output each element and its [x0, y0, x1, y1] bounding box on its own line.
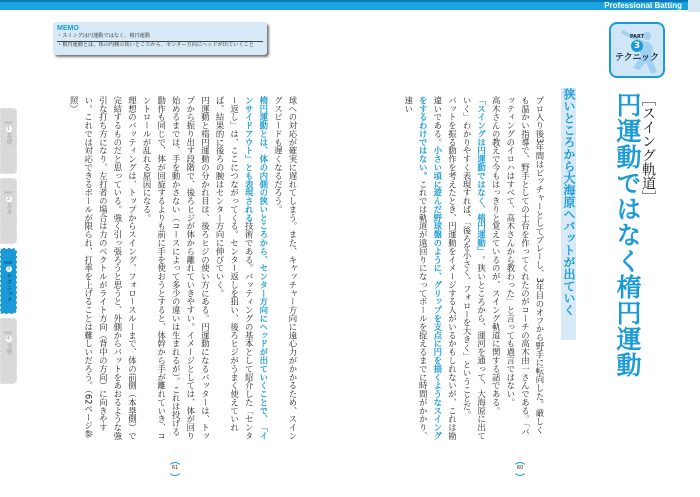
tab-part-number: 2	[6, 196, 11, 202]
header-corner	[688, 0, 700, 12]
tab-part-name: テクニック	[5, 273, 12, 303]
paragraph: 球への対応が確実に遅れてしまう。また、キャッチャー方向に遠心力がかかるため、スイングスピードも遅くなるだろう。	[273, 96, 298, 440]
highlight-text: 「スイングは円運動ではなく、楕円運動」	[476, 96, 487, 256]
header-bar	[0, 0, 700, 10]
page-number-left: 61	[168, 462, 182, 476]
page-number-right: 60	[513, 462, 527, 476]
page-title: 円運動ではなく楕円運動	[613, 92, 642, 378]
part-tabs	[0, 108, 17, 388]
tab-part-label: PART	[4, 191, 13, 195]
badge-part-number: 3	[631, 40, 643, 52]
subheading: 狭いところから大海原へバットが出ていく	[561, 88, 576, 340]
tab-part-2[interactable]	[0, 178, 17, 244]
body-text-left	[54, 96, 300, 441]
tab-part-number: 1	[6, 126, 11, 132]
paragraph: 技術である。バッティングの基本として紹介した「センター返し」は、ここにつながってくる。センター返しを狙い、後ろヒジがうまく使えていれば、結果的に後ろの腕はセンター方向に伸びていく。	[215, 96, 255, 440]
tab-part-1[interactable]	[0, 108, 17, 174]
memo-line-2: ・楕円運動とは、体の内側の狭いところから、センター方向にヘッドが出ていくこと	[57, 41, 254, 48]
tab-part-label: PART	[4, 331, 13, 335]
memo-line-1: ・スイングは円運動ではなく、楕円運動	[57, 33, 263, 42]
section-category: ［スイング軌道］	[640, 92, 656, 204]
paragraph: 円運動と楕円運動の分かれ目は、後ろヒジの使い方にある。円運動になるバッターは、トップから振り出す段階で、後ろヒジが体から離れていきやすい。イメージとしては、体が回り始めるまでは、手を動かさない（コースによって多少の違いは生まれるが）。これは投げる動作も同じで、体が回旋するよりも前に手を使おうとすると、体幹から手が離れていき、コントロールが乱れる原因になる。	[142, 96, 211, 440]
tab-part-number: 4	[6, 336, 11, 342]
badge-part-label: PART	[629, 34, 645, 40]
paragraph: プロ入り後3年間はピッチャーとしてプレーし、3年目のオフから野手に転向した。厳しくも温かい指導で、野手としての土台を作ってくれたのがコーチの高木由一さんである。「バッティングのイロハはすべて、高木さんから教わった」と言っても過言ではない。	[505, 96, 545, 436]
body-text-right	[400, 96, 547, 441]
tab-part-name: 基本	[5, 203, 12, 215]
tab-part-label: PART	[4, 121, 13, 125]
tab-part-name: 基礎	[5, 133, 12, 145]
highlight-text: 小さい頃に遊んだ野球盤のように、グリップを支点に円を描くようなスイングをするわけではない。	[418, 96, 443, 440]
memo-title: MEMO	[57, 25, 79, 32]
paragraph: 理想のバッティングは、トップからスイング、フォロースルーまで、体の前側（本塁側）で完結するものだと思っている。強く引っ張ろうと思うと、外側からバットをあおるような強引な打ち方になり、左打者の場合は力のベクトルがライト方向（背中の方向）に向きやすい。これでは対応できるボールが限られ、打率を上げることは難しいだろう。（62ページ参照）	[69, 96, 138, 440]
brand-title: Professional Batting	[604, 1, 682, 10]
highlight-text: 楕円運動とは、体の内側の狭いところから、センター方向にヘッドが出ていくことで、「インサイドアウト」とも表現される	[244, 96, 269, 440]
tab-part-3[interactable]	[0, 248, 17, 314]
paragraph: これでは軌道が遠回りになってボールを捉えるまでに時間がかかり、速い	[403, 96, 429, 440]
part-badge	[609, 22, 665, 78]
paragraph: 高木さんの教えで今もはっきりと覚えているのが、スイング軌道に関する話である。	[491, 96, 502, 415]
paragraph: バットを振る動作を考えたとき、円運動をイメージする人がいるかもしれないが、これは勘違いである。	[432, 96, 458, 440]
paragraph: 。狭いところから、運河を通って、大海原に出ていく」わかりやすく表現すれば、「後ろを小さく、フォローを大きく」ということだ。	[462, 96, 487, 441]
tab-part-4[interactable]	[0, 318, 17, 384]
tab-part-label: PART	[4, 261, 13, 265]
memo-box	[53, 22, 267, 55]
tab-part-name: 実戦	[5, 343, 12, 355]
badge-part-name: テクニック	[614, 53, 660, 63]
tab-part-number: 3	[6, 266, 11, 272]
